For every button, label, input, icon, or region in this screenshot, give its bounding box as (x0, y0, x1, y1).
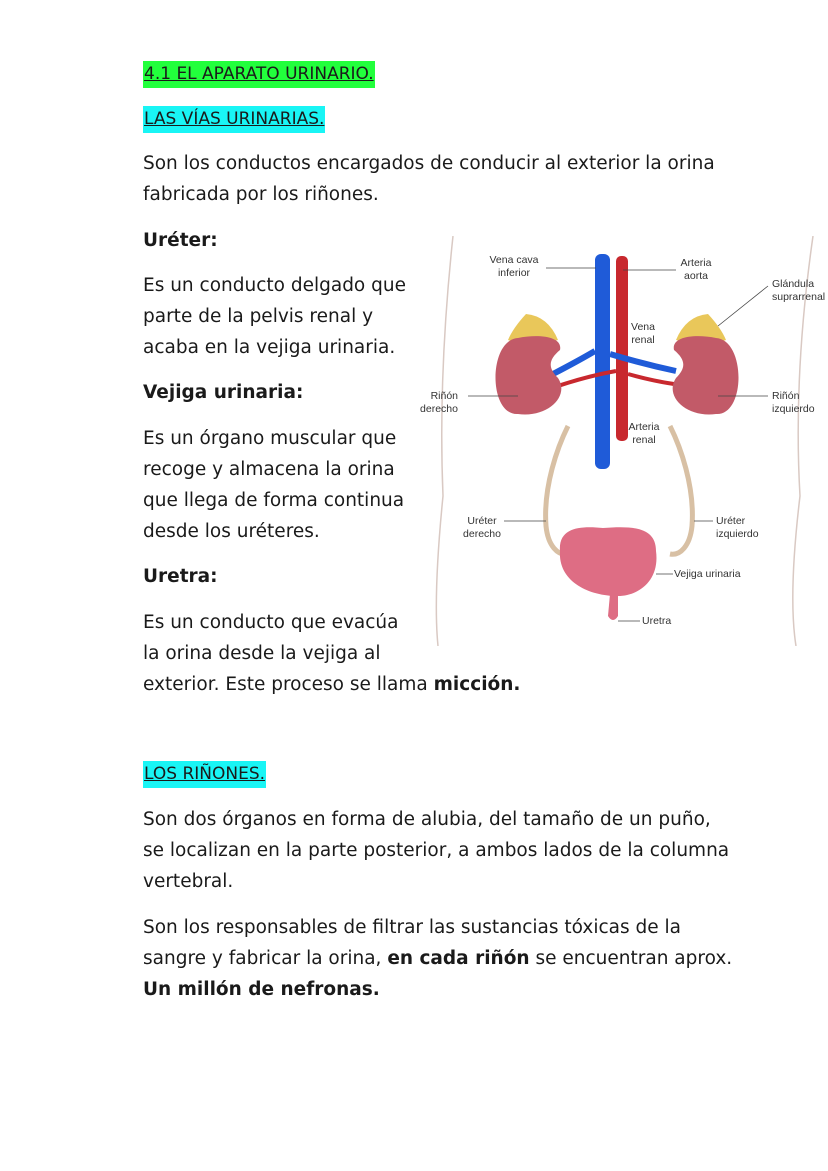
urethra (608, 594, 618, 620)
section-title-vias-urinarias: LAS VÍAS URINARIAS. (143, 106, 325, 133)
label-uretra: Uretra (642, 615, 672, 627)
nefronas-statement: Un millón de nefronas. (143, 979, 380, 1000)
label-rinon-izquierdo: Riñón izquierdo (772, 390, 815, 415)
rinones-p2-tail: se encuentran aprox. (529, 948, 733, 969)
vejiga-text-line: que llega de forma continua (143, 490, 405, 511)
rinones-p2-bold: en cada riñón (387, 948, 530, 969)
intro-line-2: fabricada por los riñones. (143, 184, 379, 205)
rinones-p1-line: Son dos órganos en forma de alubia, del tamaño de un puño, (143, 809, 711, 830)
ureter-left-tube (670, 426, 692, 554)
body-outline-left (436, 236, 453, 646)
rinones-p2-line-3 (143, 974, 380, 1005)
vejiga-text-line: Es un órgano muscular que (143, 428, 397, 449)
uretra-text-plain: exterior. Este proceso se llama (143, 674, 434, 695)
label-ureter-derecho: Uréter derecho (463, 515, 501, 540)
bladder (560, 527, 657, 596)
urinary-system-illustration (408, 236, 828, 646)
label-glandula-suprarrenal: Glándula suprarrenal (772, 278, 826, 303)
rinones-p2-plain: sangre y fabricar la orina, (143, 948, 388, 969)
uretra-text-line: la orina desde la vejiga al (143, 643, 381, 664)
leader-line (718, 286, 768, 326)
label-ureter-izquierdo: Uréter izquierdo (716, 515, 759, 540)
label-vena-cava: Vena cava inferior (489, 254, 539, 279)
vejiga-text-line: desde los uréteres. (143, 521, 320, 542)
uretra-text-line: Es un conducto que evacúa (143, 612, 399, 633)
ureter-text-line: parte de la pelvis renal y (143, 306, 374, 327)
label-vejiga-urinaria: Vejiga urinaria (674, 568, 741, 580)
uretra-text-line-last (143, 669, 520, 700)
label-arteria-aorta: Arteria aorta (680, 257, 712, 282)
renal-artery-left (628, 374, 674, 384)
label-rinon-derecho: Riñón derecho (420, 390, 458, 415)
ureter-text-line: acaba en la vejiga urinaria. (143, 337, 396, 358)
intro-line-1: Son los conductos encargados de conducir al exterior la orina (143, 153, 715, 174)
kidney-left (673, 336, 739, 414)
vena-cava-vessel (595, 254, 610, 469)
renal-vein-right (553, 351, 595, 374)
rinones-p2-line-2 (143, 943, 732, 974)
ureter-text-line: Es un conducto delgado que (143, 275, 406, 296)
aorta-vessel (616, 256, 628, 441)
label-vena-renal: Vena renal (631, 321, 655, 346)
urinary-system-diagram (408, 236, 828, 646)
uretra-heading: Uretra: (143, 566, 218, 587)
vejiga-heading: Vejiga urinaria: (143, 382, 304, 403)
ureter-heading: Uréter: (143, 230, 218, 251)
page-title: 4.1 EL APARATO URINARIO. (143, 61, 375, 88)
vejiga-text-line: recoge y almacena la orina (143, 459, 395, 480)
miccion-term: micción. (433, 674, 521, 695)
rinones-p1-line: vertebral. (143, 871, 234, 892)
section-title-rinones: LOS RIÑONES. (143, 761, 266, 788)
rinones-p2-line-1: Son los responsables de filtrar las sustancias tóxicas de la (143, 917, 681, 938)
kidney-right (496, 336, 562, 414)
label-arteria-renal: Arteria renal (628, 421, 660, 446)
rinones-p1-line: se localizan en la parte posterior, a ambos lados de la columna (143, 840, 730, 861)
